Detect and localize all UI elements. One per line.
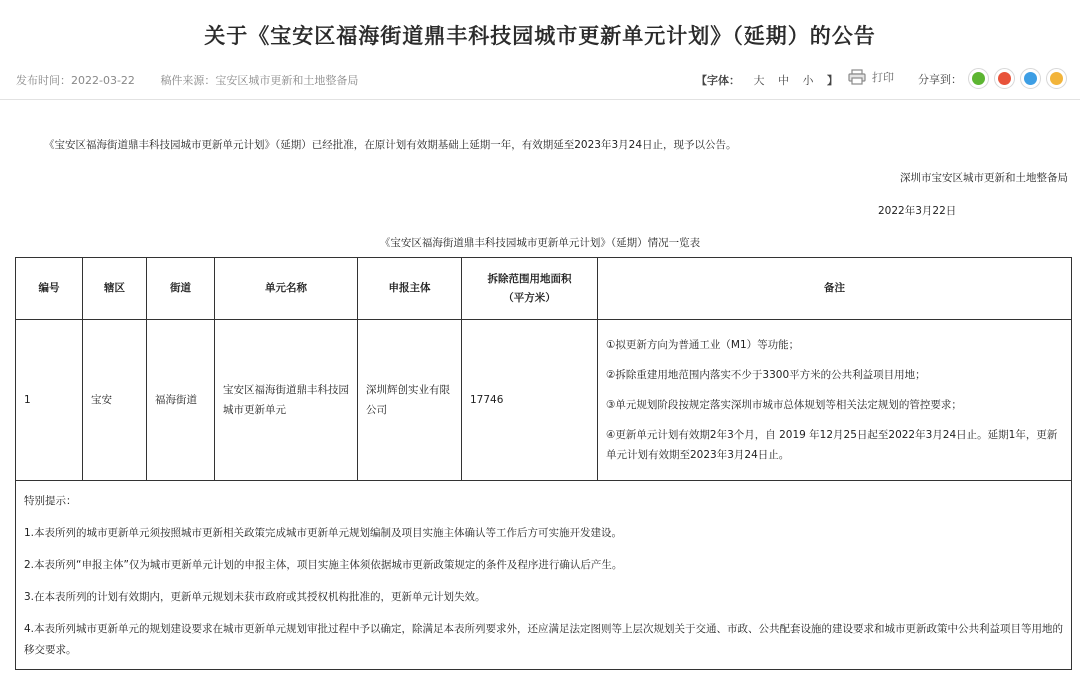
article-meta (16, 72, 358, 88)
issue-date: 2022年3月22日 (878, 205, 957, 217)
qq-icon (1024, 72, 1037, 85)
cell-area: 17746 (462, 320, 598, 481)
table-caption: 《宝安区福海街道鼎丰科技园城市更新单元计划》（延期）情况一览表 (379, 237, 701, 249)
table-header-row (16, 258, 1072, 320)
weibo-icon (998, 72, 1011, 85)
printer-icon (848, 69, 866, 85)
issuer: 深圳市宝安区城市更新和土地整备局 (900, 172, 1068, 184)
wechat-icon (972, 72, 985, 85)
notes-cell (16, 481, 1072, 670)
cell-district: 宝安 (83, 320, 147, 481)
cell-no: 1 (16, 320, 83, 481)
header-applicant: 申报主体 (358, 258, 462, 320)
header-area (462, 258, 598, 320)
notes-row (16, 481, 1072, 670)
font-size-medium-button[interactable]: 中 (778, 74, 789, 87)
share-wechat-button[interactable] (968, 68, 989, 89)
note-item: 2.本表所列“申报主体”仅为城市更新单元计划的申报主体，项目实施主体须依据城市更新政策规定的条件及程序进行确认后产生。 (24, 559, 623, 571)
notes-title: 特别提示： (24, 495, 77, 507)
table-row (16, 320, 1072, 481)
remark-item: ②拆除重建用地范围内落实不少于3300平方米的公共利益项目用地； (606, 369, 926, 381)
page-title: 关于《宝安区福海街道鼎丰科技园城市更新单元计划》（延期）的公告 (204, 23, 876, 48)
font-size-close-bracket: 】 (827, 74, 838, 87)
share-bar (918, 68, 1072, 89)
header-no: 编号 (16, 258, 83, 320)
note-item: 4.本表所列城市更新单元的规划建设要求在城市更新单元规划审批过程中予以确定，除满足本表所列要求外，还应满足法定图则等上层次规划关于交通、市政、公共配套设施的建设要求和城市更新政策中公共利益项目等用地的移交要求。 (24, 623, 1064, 656)
plan-table (15, 257, 1072, 670)
font-size-small-button[interactable]: 小 (802, 74, 814, 87)
cell-remarks (598, 320, 1072, 481)
header-area-line2: （平方米） (503, 291, 556, 304)
cell-street: 福海街道 (147, 320, 215, 481)
share-label: 分享到： (918, 72, 962, 86)
remark-item: ④更新单元计划有效期2年3个月，自 2019 年12月25日起至2022年3月24日止。延期1年，更新单元计划有效期至2023年3月24日止。 (606, 429, 1058, 461)
font-size-label: 【字体： (696, 74, 740, 87)
qzone-star-icon (1050, 72, 1063, 85)
share-qzone-button[interactable] (1046, 68, 1067, 89)
note-item: 1.本表所列的城市更新单元须按照城市更新相关政策完成城市更新单元规划编制及项目实施主体确认等工作后方可实施开发建设。 (24, 527, 623, 539)
header-divider (0, 99, 1080, 100)
remark-item: ③单元规划阶段按规定落实深圳市城市总体规划等相关法定规划的管控要求； (606, 399, 962, 411)
print-label: 打印 (872, 71, 894, 84)
header-remarks: 备注 (598, 258, 1072, 320)
share-qq-button[interactable] (1020, 68, 1041, 89)
article-source: 稿件来源：宝安区城市更新和土地整备局 (160, 74, 359, 87)
note-item: 3.在本表所列的计划有效期内，更新单元规划未获市政府或其授权机构批准的，更新单元计划失效。 (24, 591, 486, 603)
publish-time: 发布时间：2022-03-22 (16, 74, 135, 87)
print-button[interactable] (848, 69, 894, 85)
remark-item: ①拟更新方向为普通工业（M1）等功能； (606, 339, 800, 351)
share-weibo-button[interactable] (994, 68, 1015, 89)
announcement-paragraph: 《宝安区福海街道鼎丰科技园城市更新单元计划》（延期）已经批准，在原计划有效期基础上延期一年，有效期延至2023年3月24日止，现予以公告。 (44, 139, 737, 151)
header-unit-name: 单元名称 (215, 258, 358, 320)
cell-applicant: 深圳辉创实业有限公司 (358, 320, 462, 481)
cell-unit-name: 宝安区福海街道鼎丰科技园城市更新单元 (215, 320, 358, 481)
header-street: 街道 (147, 258, 215, 320)
header-district: 辖区 (83, 258, 147, 320)
header-area-line1: 拆除范围用地面积 (487, 272, 572, 285)
font-size-control (696, 72, 838, 88)
font-size-large-button[interactable]: 大 (753, 74, 765, 87)
